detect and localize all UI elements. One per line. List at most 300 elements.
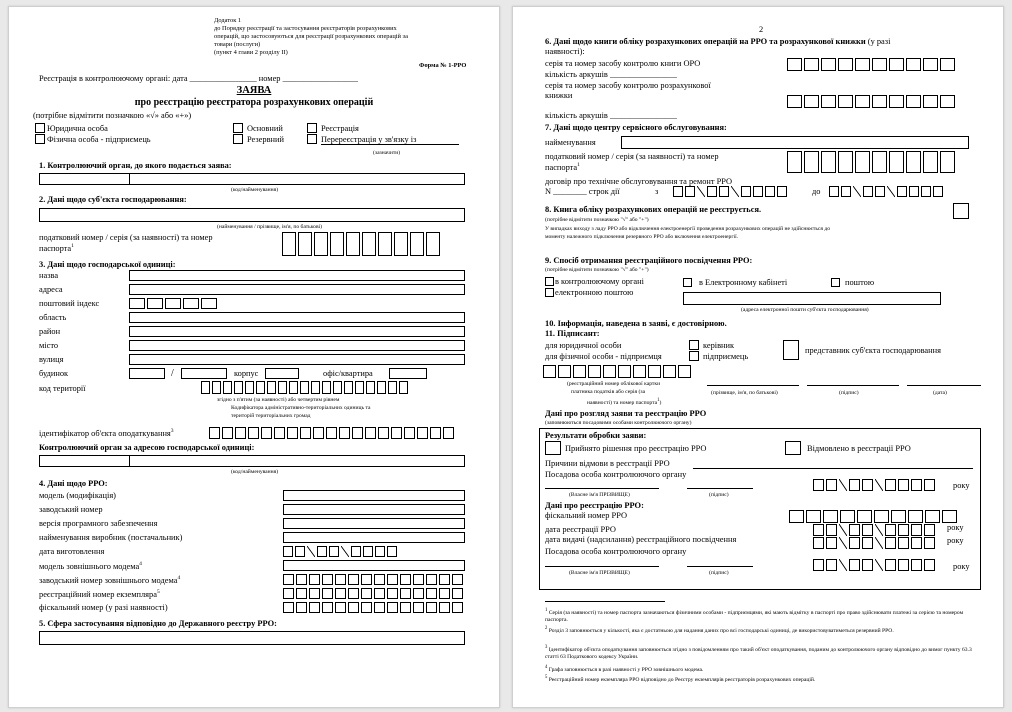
signer-entrepreneur-checkbox[interactable] [689,351,699,361]
input-cell[interactable] [777,186,787,197]
input-cell[interactable] [678,365,691,378]
official-sign-line[interactable] [687,488,753,489]
input-cell[interactable] [813,479,824,491]
reregistration-label: Перереєстрація у зв'язку із [321,135,417,144]
input-cell[interactable] [898,524,909,536]
modem-model-field[interactable] [283,560,465,571]
input-cell[interactable] [924,479,935,491]
building-slash: / [171,368,174,379]
input-cell[interactable] [413,574,424,585]
input-cell[interactable] [906,151,921,173]
input-cell[interactable] [787,95,802,108]
input-cell[interactable] [314,232,328,256]
input-cell[interactable] [840,510,855,523]
footnote-1-text: Серія (за наявності) та номер паспорта зазначаються фізичними особами - підприємцями, які мають відмітку в паспорті про право здійснювати платежі за серією та номером паспорта. [545,609,964,623]
building-label: будинок [39,369,69,378]
input-cell[interactable] [351,546,361,557]
input-cell[interactable] [394,232,408,256]
input-cell[interactable] [426,232,440,256]
input-cell[interactable] [838,95,853,108]
input-cell[interactable] [942,510,957,523]
input-cell[interactable] [267,381,276,394]
reserve-checkbox[interactable] [233,134,243,144]
input-cell[interactable] [753,186,763,197]
input-cell[interactable] [235,427,246,439]
input-cell[interactable] [309,574,320,585]
email-address-field[interactable] [683,292,941,305]
controlling-by-address-field[interactable] [39,455,465,467]
input-cell[interactable] [410,232,424,256]
input-cell[interactable] [374,574,385,585]
input-cell[interactable] [823,510,838,523]
input-cell[interactable] [806,510,821,523]
input-cell[interactable] [283,546,293,557]
input-cell[interactable] [804,95,819,108]
input-cell[interactable] [430,427,441,439]
input-cell[interactable] [885,537,896,549]
input-cell[interactable] [212,381,221,394]
input-cell[interactable] [335,602,346,613]
input-cell[interactable] [387,546,397,557]
input-cell[interactable] [804,58,819,71]
input-cell[interactable] [923,58,938,71]
input-cell[interactable] [558,365,571,378]
input-cell[interactable] [452,588,463,599]
input-cell[interactable] [889,95,904,108]
reregistration-checkbox[interactable] [307,134,317,144]
signer-date-line[interactable] [907,385,981,386]
input-cell[interactable] [862,559,873,571]
annex-line-1: Додаток 1 [214,17,242,24]
software-version-field[interactable] [283,518,465,529]
official-name-line[interactable] [545,488,659,489]
input-cell[interactable] [256,381,265,394]
input-cell[interactable] [322,574,333,585]
input-cell[interactable] [245,381,254,394]
input-cell[interactable] [849,524,860,536]
fiscal-number-rro-cells[interactable] [789,510,959,523]
input-cell[interactable] [348,574,359,585]
input-cell[interactable] [348,602,359,613]
input-cell[interactable] [787,58,802,71]
input-cell[interactable] [789,510,804,523]
input-cell[interactable] [309,588,320,599]
input-cell[interactable] [222,427,233,439]
input-cell[interactable] [365,427,376,439]
input-cell[interactable] [813,524,824,536]
no-book-checkbox[interactable] [953,203,969,219]
input-cell[interactable] [322,602,333,613]
input-cell[interactable] [841,186,851,197]
input-cell[interactable] [300,427,311,439]
input-cell[interactable] [648,365,661,378]
main-checkbox[interactable] [233,123,243,133]
input-cell[interactable] [282,232,296,256]
input-cell[interactable] [891,510,906,523]
refused-checkbox[interactable] [785,441,801,455]
input-cell[interactable] [201,298,217,309]
rbook-control-cells[interactable] [787,95,957,108]
input-cell[interactable] [603,365,616,378]
input-cell[interactable] [906,95,921,108]
input-cell[interactable] [326,427,337,439]
input-cell[interactable] [933,186,943,197]
input-cell[interactable] [889,151,904,173]
input-cell[interactable] [223,381,232,394]
service-center-name-label: найменування [545,138,596,147]
input-cell[interactable] [388,381,397,394]
input-cell[interactable] [863,186,873,197]
input-cell[interactable] [849,559,860,571]
input-cell[interactable] [361,588,372,599]
input-cell[interactable] [361,602,372,613]
receive-cabinet-checkbox[interactable] [683,278,692,287]
legal-entity-label: Юридична особа [47,124,108,133]
book-control-cells[interactable] [787,58,957,71]
input-cell[interactable] [911,524,922,536]
input-cell[interactable] [849,537,860,549]
signer-representative-checkbox[interactable] [783,340,799,360]
input-cell[interactable] [378,427,389,439]
input-cell[interactable] [426,574,437,585]
input-cell[interactable] [344,381,353,394]
input-cell[interactable] [417,427,428,439]
input-cell[interactable] [361,574,372,585]
signer-reg-hint-1: (реєстраційний номер облікової картки [567,381,661,387]
modem-serial-cells[interactable] [283,574,465,585]
input-cell[interactable] [821,58,836,71]
input-cell[interactable] [400,574,411,585]
input-cell[interactable] [283,602,294,613]
input-cell[interactable] [296,588,307,599]
official-2-sign-line[interactable] [687,566,753,567]
input-cell[interactable] [399,381,408,394]
manufacture-date-cells[interactable] [283,546,399,557]
unit-address-field[interactable] [129,284,465,295]
signer-name-line[interactable] [707,385,799,386]
input-cell[interactable] [719,186,729,197]
office-field[interactable] [389,368,427,379]
input-cell[interactable] [885,524,896,536]
district-field[interactable] [129,326,465,337]
service-center-tax-cells[interactable] [787,151,957,173]
annex-line-3: операцій, що застосовуються для реєстрації розрахункових операцій за [214,33,408,40]
input-cell[interactable] [439,574,450,585]
input-cell[interactable] [391,427,402,439]
receive-mail-checkbox[interactable] [831,278,840,287]
form-subtitle: про реєстрацію реєстратора розрахункових операцій [134,97,374,108]
controlling-authority-field[interactable] [39,173,465,185]
refusal-date-cells[interactable] [813,479,937,491]
input-cell[interactable] [857,510,872,523]
input-cell[interactable] [289,381,298,394]
reserve-label: Резервний [247,135,284,144]
footnote-1-mark: 1 [545,608,548,613]
building-field[interactable] [129,368,165,379]
signer-head-checkbox[interactable] [689,340,699,350]
input-cell[interactable] [374,602,385,613]
scope-field[interactable] [39,631,465,645]
modem-serial-label [39,575,180,586]
input-cell[interactable] [274,427,285,439]
input-cell[interactable] [898,537,909,549]
individual-label: Фізична особа - підприємець [47,135,151,144]
building-fraction-field[interactable] [181,368,227,379]
footnote-ref-1-signer: 1 [657,398,660,403]
input-cell[interactable] [426,588,437,599]
official-2-name-line[interactable] [545,566,659,567]
input-cell[interactable] [278,381,287,394]
input-cell[interactable] [925,510,940,523]
region-field[interactable] [129,312,465,323]
input-cell[interactable] [829,186,839,197]
input-cell[interactable] [889,58,904,71]
contract-from-cells[interactable] [673,186,789,197]
input-cell[interactable] [329,546,339,557]
official-2-label: Посадова особа контролюючого органу [545,547,687,556]
tax-object-cells[interactable] [209,427,456,439]
footnote-2 [545,625,981,635]
input-cell[interactable] [452,602,463,613]
input-cell[interactable] [911,537,922,549]
input-cell[interactable] [287,427,298,439]
input-cell[interactable] [426,602,437,613]
postcode-cells[interactable] [129,298,219,309]
input-cell[interactable] [335,588,346,599]
input-cell[interactable] [924,537,935,549]
input-cell[interactable] [443,427,454,439]
input-cell[interactable] [387,574,398,585]
input-cell[interactable] [209,427,220,439]
input-cell[interactable] [439,588,450,599]
input-cell[interactable] [940,58,955,71]
input-cell[interactable] [885,479,896,491]
city-field[interactable] [129,340,465,351]
section-1-title: 1. Контролюючий орган, до якого подається заява: [39,161,232,170]
registration-checkbox[interactable] [307,123,317,133]
input-cell[interactable] [234,381,243,394]
input-cell[interactable] [707,186,717,197]
territory-code-cells[interactable] [201,381,410,394]
input-cell[interactable] [543,365,556,378]
input-cell[interactable] [855,95,870,108]
input-cell[interactable] [322,381,331,394]
input-cell[interactable] [924,559,935,571]
input-cell[interactable] [296,602,307,613]
input-cell[interactable] [387,602,398,613]
input-cell[interactable] [862,537,873,549]
service-center-tax-text: паспорта [545,162,578,172]
input-cell[interactable] [663,365,676,378]
input-cell[interactable] [375,546,385,557]
input-cell[interactable] [673,186,683,197]
legal-entity-checkbox[interactable] [35,123,45,133]
signer-head-label: керівник [703,341,735,350]
input-cell[interactable] [313,427,324,439]
input-cell[interactable] [872,151,887,173]
official-2-date-cells[interactable] [813,559,937,571]
input-cell[interactable] [911,559,922,571]
input-cell[interactable] [906,58,921,71]
input-cell[interactable] [296,574,307,585]
input-cell[interactable] [413,602,424,613]
input-cell[interactable] [618,365,631,378]
input-cell[interactable] [147,298,163,309]
input-cell[interactable] [838,151,853,173]
fiscal-number-cells[interactable] [283,602,465,613]
input-cell[interactable] [855,58,870,71]
entity-name-field[interactable] [39,208,465,222]
input-cell[interactable] [633,365,646,378]
input-cell[interactable] [787,151,802,173]
input-cell[interactable] [378,232,392,256]
input-cell[interactable] [826,479,837,491]
input-cell[interactable] [298,232,312,256]
tax-object-label [39,428,174,439]
input-cell[interactable] [872,58,887,71]
input-cell[interactable] [400,602,411,613]
input-cell[interactable] [588,365,601,378]
issue-date-cells[interactable] [813,537,937,549]
receive-office-checkbox[interactable] [545,277,554,286]
input-cell[interactable] [874,510,889,523]
registration-date-cells[interactable] [813,524,937,536]
input-cell[interactable] [283,574,294,585]
input-cell[interactable] [921,186,931,197]
unit-name-field[interactable] [129,270,465,281]
input-cell[interactable] [309,602,320,613]
input-cell[interactable] [923,151,938,173]
input-cell[interactable] [849,479,860,491]
input-cell[interactable] [826,524,837,536]
input-cell[interactable] [261,427,272,439]
input-cell[interactable] [821,151,836,173]
page-number: 2 [759,25,764,34]
input-cell[interactable] [862,524,873,536]
input-cell[interactable] [862,479,873,491]
input-cell[interactable] [183,298,199,309]
input-cell[interactable] [826,537,837,549]
input-cell[interactable] [363,546,373,557]
input-cell[interactable] [573,365,586,378]
input-cell[interactable] [909,186,919,197]
input-cell[interactable] [322,588,333,599]
refused-label: Відмовлено в реєстрації РРО [807,444,911,453]
model-field[interactable] [283,490,465,501]
input-cell[interactable] [346,232,360,256]
tax-number-cells[interactable] [282,232,442,256]
section-8-note-2: моменту належного підключення резервного РРО або включення електроенергії. [545,234,739,240]
input-cell[interactable] [355,381,364,394]
input-cell[interactable] [685,186,695,197]
section-10-title: 10. Інформація, наведена в заяві, є достовірною. [545,319,727,328]
input-cell[interactable] [348,588,359,599]
footnote-ref-1: 1 [71,243,74,249]
input-cell[interactable] [374,588,385,599]
instance-reg-cells[interactable] [283,588,465,599]
input-cell[interactable] [908,510,923,523]
input-cell[interactable] [741,186,751,197]
input-cell[interactable] [317,546,327,557]
input-cell[interactable] [452,574,463,585]
input-cell[interactable] [875,186,885,197]
input-cell[interactable] [898,479,909,491]
input-cell[interactable] [855,151,870,173]
input-cell[interactable] [898,559,909,571]
service-center-name-field[interactable] [621,136,969,149]
input-cell[interactable] [821,95,836,108]
review-results-title: Результати обробки заяви: [545,431,647,440]
input-cell[interactable] [940,95,955,108]
input-cell[interactable] [362,232,376,256]
individual-checkbox[interactable] [35,134,45,144]
street-field[interactable] [129,354,465,365]
input-cell[interactable] [400,588,411,599]
signer-signature-line[interactable] [807,385,899,386]
input-cell[interactable] [804,151,819,173]
issue-year-label: року [947,536,964,545]
input-cell[interactable] [924,524,935,536]
input-cell[interactable] [923,95,938,108]
date-separator [697,186,705,197]
receive-email-checkbox[interactable] [545,288,554,297]
block-field[interactable] [265,368,299,379]
input-cell[interactable] [885,559,896,571]
input-cell[interactable] [283,588,294,599]
input-cell[interactable] [940,151,955,173]
input-cell[interactable] [366,381,375,394]
input-cell[interactable] [911,479,922,491]
input-cell[interactable] [248,427,259,439]
input-cell[interactable] [838,58,853,71]
input-cell[interactable] [352,427,363,439]
input-cell[interactable] [826,559,837,571]
input-cell[interactable] [897,186,907,197]
date-separator [887,186,895,197]
reregistration-reason-line[interactable] [321,144,459,145]
mark-note: (потрібне відмітити позначкою «√» або «+») [33,111,192,120]
contract-to-cells[interactable] [829,186,945,197]
rbook-sheets-label: кількість аркушів ________________ [545,111,677,120]
refusal-reason-line[interactable] [693,468,973,469]
input-cell[interactable] [339,427,350,439]
input-cell[interactable] [311,381,320,394]
input-cell[interactable] [333,381,342,394]
input-cell[interactable] [129,298,145,309]
input-cell[interactable] [439,602,450,613]
input-cell[interactable] [765,186,775,197]
input-cell[interactable] [813,537,824,549]
input-cell[interactable] [872,95,887,108]
official-2-year-label: року [953,562,970,571]
input-cell[interactable] [300,381,309,394]
input-cell[interactable] [165,298,181,309]
input-cell[interactable] [413,588,424,599]
accepted-checkbox[interactable] [545,441,561,455]
manufacturer-field[interactable] [283,532,465,543]
unit-name-label: назва [39,271,59,280]
input-cell[interactable] [295,546,305,557]
input-cell[interactable] [201,381,210,394]
input-cell[interactable] [330,232,344,256]
input-cell[interactable] [813,559,824,571]
serial-field[interactable] [283,504,465,515]
input-cell[interactable] [377,381,386,394]
input-cell[interactable] [404,427,415,439]
input-cell[interactable] [335,574,346,585]
input-cell[interactable] [387,588,398,599]
signer-tax-number-cells[interactable] [543,365,693,378]
